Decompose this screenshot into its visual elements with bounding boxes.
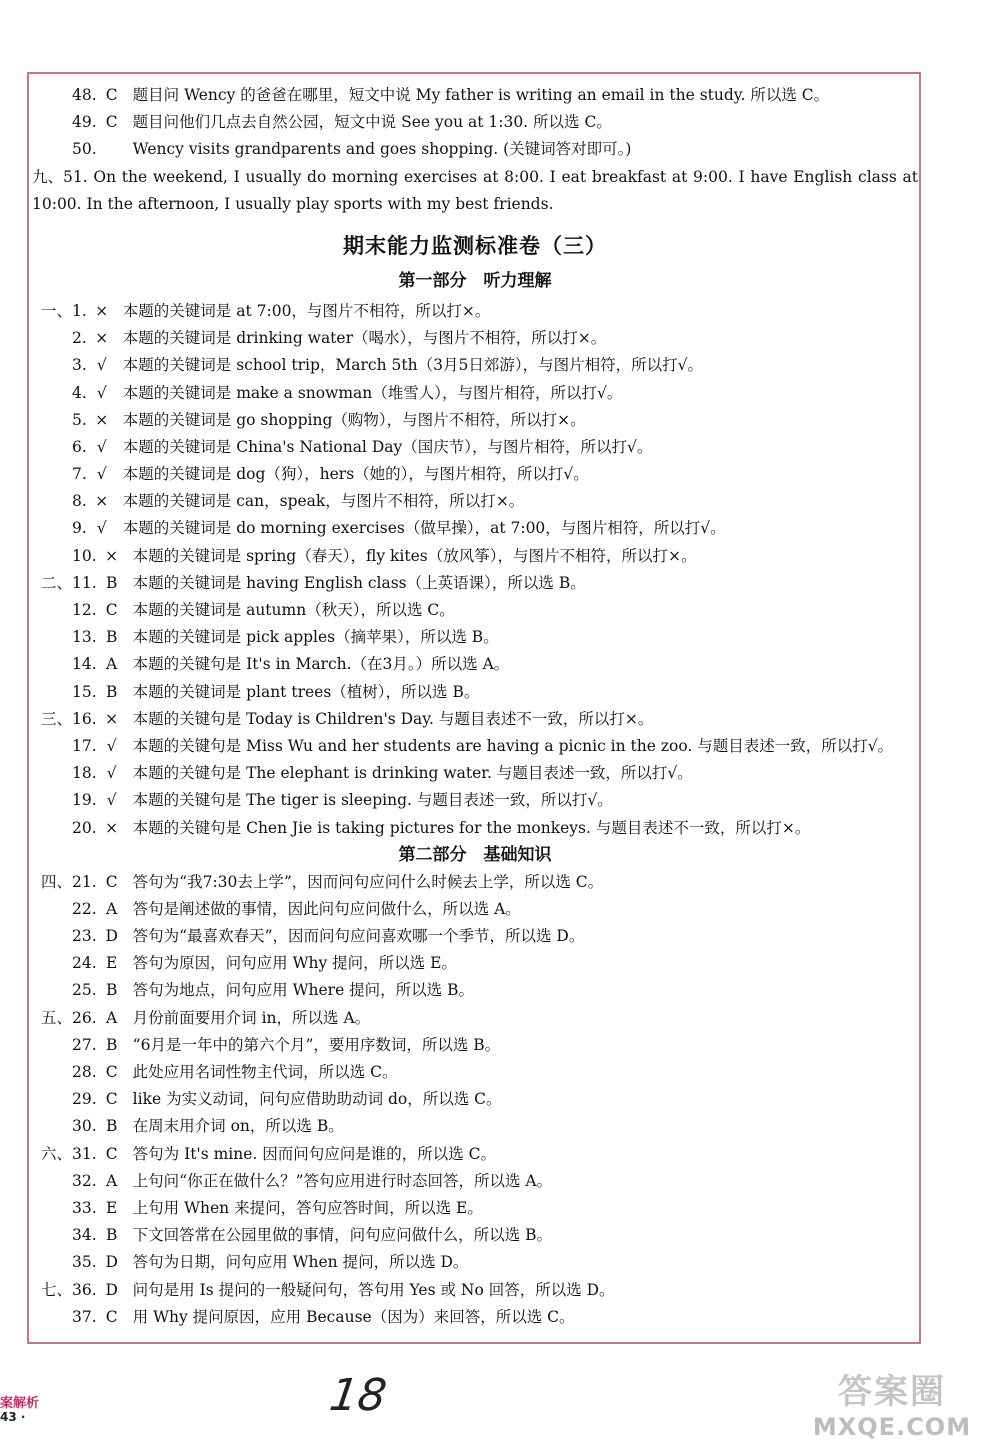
answer-key: × xyxy=(95,410,109,429)
page-title: 期末能力监测标准卷（三） xyxy=(343,233,607,258)
answer-item xyxy=(32,461,918,488)
explanation-text: 本题的关键词是 at 7:00，与图片不相符，所以打×。 xyxy=(122,301,491,320)
question-number: 9. xyxy=(72,519,87,538)
answer-item xyxy=(32,787,918,814)
explanation-text: 本题的关键句是 Chen Jie is taking pictures for the monkeys. 与题目表述不一致，所以打×。 xyxy=(132,818,811,837)
answer-item xyxy=(32,977,918,1004)
question-number: 36. xyxy=(72,1280,97,1299)
explanation-text: 本题的关键词是 China's National Day（国庆节），与图片相符，所以打√。 xyxy=(122,437,653,456)
question-number: 3. xyxy=(72,356,87,375)
explanation-text: 本题的关键词是 dog（狗），hers（她的），与图片相符，所以打√。 xyxy=(122,465,589,484)
question-number: 20. xyxy=(72,818,97,837)
section-marker: 三、 xyxy=(40,709,72,728)
question-number: 34. xyxy=(72,1226,97,1245)
part2-title: 第二部分 基础知识 xyxy=(398,844,552,865)
explanation-text: 在周末用介词 on，所以选 B。 xyxy=(132,1117,344,1136)
question-number: 35. xyxy=(72,1253,97,1272)
section-marker: 五、 xyxy=(40,1008,72,1027)
question-number: 24. xyxy=(72,954,97,973)
footer-label: 案解析 xyxy=(0,1396,40,1411)
answer-item xyxy=(32,407,918,434)
answer-item xyxy=(32,1113,918,1140)
page-number: 43 · xyxy=(0,1410,26,1424)
explanation-text: 本题的关键词是 plant trees（植树），所以选 B。 xyxy=(132,682,480,701)
answer-item xyxy=(32,352,918,379)
answer-key: √ xyxy=(96,437,107,456)
watermark-title: 答案圈 xyxy=(838,1372,946,1412)
essay-text: On the weekend, I usually do morning exercises at 8:00. I eat breakfast at 9:00. I have English class at 10:00. In the afternoon, I usually play sports with my best friends. xyxy=(32,167,918,213)
question-number: 33. xyxy=(72,1198,97,1217)
answer-item xyxy=(32,869,918,896)
answer-key: × xyxy=(95,329,109,348)
answer-key: × xyxy=(105,818,119,837)
answer-key: B xyxy=(105,573,118,592)
explanation-text: 本题的关键词是 can，speak，与图片不相符，所以打×。 xyxy=(122,492,525,511)
answer-item xyxy=(32,1168,918,1195)
answer-item xyxy=(32,760,918,787)
answer-key: D xyxy=(105,927,118,946)
answer-key: C xyxy=(105,1063,118,1082)
explanation-text: 本题的关键句是 Today is Children's Day. 与题目表述不一致，所以打×。 xyxy=(132,709,654,728)
answer-item xyxy=(32,325,918,352)
answer-key: E xyxy=(105,954,118,973)
answer-key: C xyxy=(105,872,118,891)
explanation-text: 题目问 Wency 的爸爸在哪里，短文中说 My father is writing an email in the study. 所以选 C。 xyxy=(132,86,830,104)
explanation-text: 本题的关键句是 The tiger is sleeping. 与题目表述一致，所以打√。 xyxy=(132,791,613,810)
answer-item xyxy=(32,1304,918,1331)
answer-key: A xyxy=(106,1171,118,1190)
explanation-text: “6月是一年中的第六个月”，要用序数词，所以选 B。 xyxy=(132,1035,501,1054)
explanation-text: 本题的关键句是 The elephant is drinking water. 与题目表述一致，所以打√。 xyxy=(132,764,693,783)
answer-list-part1 xyxy=(32,298,918,842)
question-number: 17. xyxy=(72,736,97,755)
explanation-text: 题目问他们几点去自然公园，短文中说 See you at 1:30. 所以选 C。 xyxy=(132,113,612,132)
question-number: 18. xyxy=(72,764,97,783)
answer-item xyxy=(32,624,918,651)
section-marker: 二、 xyxy=(40,573,72,592)
explanation-text: 本题的关键句是 Miss Wu and her students are having a picnic in the zoo. 与题目表述一致，所以打√。 xyxy=(132,736,894,755)
answer-item xyxy=(32,706,918,733)
explanation-text: 本题的关键词是 drinking water（喝水），与图片不相符，所以打×。 xyxy=(122,329,607,348)
question-number: 5. xyxy=(72,410,87,429)
answer-key: B xyxy=(105,1226,118,1245)
question-number: 12. xyxy=(72,601,97,620)
answer-key: √ xyxy=(96,383,107,402)
answer-key: √ xyxy=(106,736,117,755)
essay-answer xyxy=(32,164,918,218)
explanation-text: 本题的关键词是 spring（春天），fly kites（放风筝），与图片不相符，所以打×。 xyxy=(132,546,697,565)
answer-item xyxy=(32,923,918,950)
answer-item xyxy=(32,515,918,542)
answer-item xyxy=(32,434,918,461)
answer-key: A xyxy=(106,1008,118,1027)
watermark-url: MXQE.COM xyxy=(812,1413,972,1441)
answer-item xyxy=(32,570,918,597)
handwritten-number: 18 xyxy=(326,1370,390,1421)
explanation-text: 上句问“你正在做什么？”答句应用进行时态回答，所以选 A。 xyxy=(132,1171,553,1190)
explanation-text: 答句是阐述做的事情，因此问句应问做什么，所以选 A。 xyxy=(132,899,521,918)
part1-title: 第一部分 听力理解 xyxy=(398,270,552,291)
question-number: 26. xyxy=(72,1008,97,1027)
explanation-text: 月份前面要用介词 in，所以选 A。 xyxy=(132,1008,371,1027)
answer-item xyxy=(32,1277,918,1304)
explanation-text: 本题的关键词是 autumn（秋天），所以选 C。 xyxy=(132,601,455,620)
answer-item xyxy=(32,82,918,109)
explanation-text: 本题的关键词是 make a snowman（堆雪人），与图片相符，所以打√。 xyxy=(122,383,623,402)
answer-key: √ xyxy=(96,519,107,538)
answer-item xyxy=(32,1059,918,1086)
question-number: 22. xyxy=(72,899,97,918)
answer-key: C xyxy=(105,601,118,620)
question-number: 28. xyxy=(72,1063,97,1082)
question-number: 23. xyxy=(72,927,97,946)
question-number: 14. xyxy=(72,655,97,674)
answer-key: √ xyxy=(96,465,107,484)
answer-key: × xyxy=(105,709,119,728)
question-number: 6. xyxy=(72,437,87,456)
answer-key: C xyxy=(105,1090,118,1109)
answer-key: × xyxy=(95,301,109,320)
question-number: 2. xyxy=(72,329,87,348)
explanation-text: 本题的关键词是 having English class（上英语课），所以选 B。 xyxy=(132,573,586,592)
explanation-text: 答句为“最喜欢春天”，因而问句应问喜欢哪一个季节，所以选 D。 xyxy=(132,927,585,946)
answer-item xyxy=(32,597,918,624)
question-number: 10. xyxy=(72,546,97,565)
explanation-text: 答句为地点，问句应用 Where 提问，所以选 B。 xyxy=(132,981,474,1000)
answer-key: B xyxy=(105,1117,118,1136)
answer-key: B xyxy=(105,981,118,1000)
question-number: 4. xyxy=(72,383,87,402)
explanation-text: 答句为 It's mine. 因而问句应问是谁的，所以选 C。 xyxy=(132,1144,497,1163)
explanation-text: Wency visits grandparents and goes shopping. (关键词答对即可。) xyxy=(132,140,632,159)
explanation-text: 问句是用 Is 提问的一般疑问句，答句用 Yes 或 No 回答，所以选 D。 xyxy=(132,1280,615,1299)
question-number: 49. xyxy=(72,113,97,132)
answer-item xyxy=(32,1222,918,1249)
answer-item xyxy=(32,1141,918,1168)
question-number: 50. xyxy=(72,140,97,159)
question-number: 16. xyxy=(72,709,97,728)
question-number: 25. xyxy=(72,981,97,1000)
question-number: 11. xyxy=(72,573,97,592)
answer-key: B xyxy=(105,682,118,701)
explanation-text: 本题的关键词是 school trip，March 5th（3月5日郊游），与图片相符，所以打√。 xyxy=(122,356,703,375)
answer-key: B xyxy=(105,1035,118,1054)
answer-key: × xyxy=(105,546,119,565)
answer-item xyxy=(32,298,918,325)
explanation-text: 答句为原因，问句应用 Why 提问，所以选 E。 xyxy=(132,954,457,973)
answer-key: D xyxy=(105,1253,118,1272)
watermark-logo xyxy=(792,1364,992,1441)
answer-item xyxy=(32,380,918,407)
question-number: 15. xyxy=(72,682,97,701)
explanation-text: 本题的关键词是 do morning exercises（做早操），at 7:00，与图片相符，所以打√。 xyxy=(122,519,726,538)
answer-item xyxy=(32,1005,918,1032)
answer-item xyxy=(32,679,918,706)
answer-item xyxy=(32,1249,918,1276)
question-number: 21. xyxy=(72,872,97,891)
answer-item xyxy=(32,733,918,760)
answer-key: C xyxy=(105,113,118,132)
answer-item xyxy=(32,950,918,977)
answer-item xyxy=(32,1086,918,1113)
answer-item xyxy=(32,488,918,515)
answer-item xyxy=(32,543,918,570)
answer-key: E xyxy=(105,1198,118,1217)
answer-item xyxy=(32,1195,918,1222)
essay-number: 九、51. xyxy=(32,167,88,186)
answer-item xyxy=(32,109,918,136)
answer-key: C xyxy=(105,86,118,104)
answer-item xyxy=(32,815,918,842)
question-number: 31. xyxy=(72,1144,97,1163)
question-number: 7. xyxy=(72,465,87,484)
question-number: 30. xyxy=(72,1117,97,1136)
answer-key: A xyxy=(106,899,118,918)
section-marker: 一、 xyxy=(40,301,72,320)
question-number: 37. xyxy=(72,1307,97,1326)
answer-content xyxy=(32,82,918,1331)
answer-list-part2 xyxy=(32,869,918,1331)
answer-key: C xyxy=(105,1307,118,1326)
answer-item xyxy=(32,896,918,923)
answer-key: C xyxy=(105,1144,118,1163)
question-number: 27. xyxy=(72,1035,97,1054)
answer-item xyxy=(32,1032,918,1059)
explanation-text: 答句为“我7:30去上学”，因而问句应问什么时候去上学，所以选 C。 xyxy=(132,872,604,891)
section-marker: 四、 xyxy=(40,872,72,891)
answer-key: D xyxy=(105,1280,118,1299)
explanation-text: 本题的关键词是 pick apples（摘苹果），所以选 B。 xyxy=(132,628,499,647)
explanation-text: 本题的关键词是 go shopping（购物），与图片不相符，所以打×。 xyxy=(122,410,586,429)
answer-item xyxy=(32,651,918,678)
explanation-text: 答句为日期，问句应用 When 提问，所以选 D。 xyxy=(132,1253,469,1272)
answer-key: B xyxy=(105,628,118,647)
answer-key: A xyxy=(106,655,118,674)
explanation-text: 用 Why 提问原因，应用 Because（因为）来回答，所以选 C。 xyxy=(132,1307,575,1326)
question-number: 32. xyxy=(72,1171,97,1190)
answer-key: × xyxy=(95,492,109,511)
answer-list-top xyxy=(32,82,918,164)
question-number: 48. xyxy=(72,86,97,104)
explanation-text: 此处应用名词性物主代词，所以选 C。 xyxy=(132,1063,398,1082)
explanation-text: like 为实义动词，问句应借助助动词 do，所以选 C。 xyxy=(132,1090,502,1109)
explanation-text: 上句用 When 来提问，答句应答时间，所以选 E。 xyxy=(132,1198,483,1217)
section-marker: 七、 xyxy=(40,1280,72,1299)
answer-key: √ xyxy=(106,791,117,810)
answer-key: √ xyxy=(106,764,117,783)
section-marker: 六、 xyxy=(40,1144,72,1163)
question-number: 29. xyxy=(72,1090,97,1109)
explanation-text: 下文回答常在公园里做的事情，问句应问做什么，所以选 B。 xyxy=(132,1226,552,1245)
answer-key: √ xyxy=(96,356,107,375)
question-number: 8. xyxy=(72,492,87,511)
question-number: 19. xyxy=(72,791,97,810)
explanation-text: 本题的关键句是 It's in March.（在3月。）所以选 A。 xyxy=(132,655,510,674)
answer-item xyxy=(32,136,918,163)
question-number: 1. xyxy=(72,301,87,320)
question-number: 13. xyxy=(72,628,97,647)
